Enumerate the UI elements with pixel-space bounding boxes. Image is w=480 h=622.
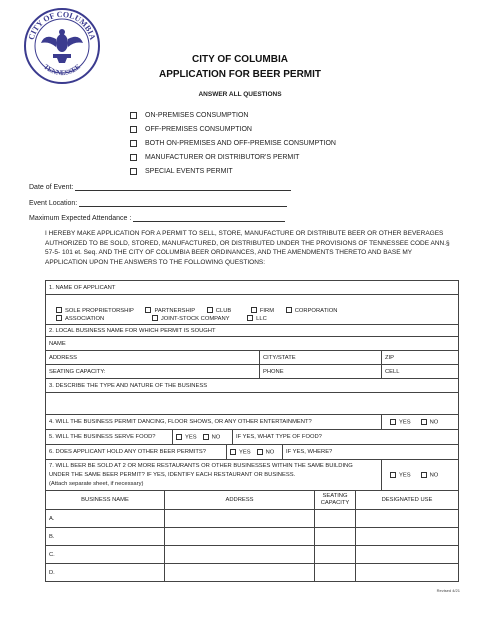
row-address-cell[interactable]	[164, 564, 314, 581]
permit-type-label: BOTH ON-PREMISES AND OFF-PREMISE CONSUMPTION	[145, 140, 336, 147]
event-location-label: Event Location:	[29, 200, 78, 207]
entity-option[interactable]: JOINT-STOCK COMPANY	[152, 316, 230, 322]
q4-label: 4. WILL THE BUSINESS PERMIT DANCING, FLOOR SHOWS, OR ANY OTHER ENTERTAINMENT?	[49, 419, 312, 425]
q7-no-option[interactable]: NO	[421, 472, 439, 479]
checkbox-icon[interactable]	[203, 434, 209, 440]
checkbox-icon[interactable]	[130, 126, 137, 133]
q1-entity-types-row	[46, 306, 458, 324]
q7-table-header	[46, 490, 458, 509]
date-of-event-field	[29, 183, 291, 191]
seal-name-text: CITY OF COLUMBIA	[26, 9, 98, 41]
title-block	[150, 52, 330, 82]
q5-label: 5. WILL THE BUSINESS SERVE FOOD?	[49, 434, 156, 440]
answer-all-notice: ANSWER ALL QUESTIONS	[198, 91, 282, 98]
business-name-field[interactable]: NAME	[49, 340, 66, 347]
row-use-cell[interactable]	[355, 510, 458, 527]
row-letter[interactable]: D.	[49, 569, 55, 576]
zip-field[interactable]: ZIP	[381, 351, 458, 364]
page-title: CITY OF COLUMBIA	[192, 54, 288, 65]
table-row	[46, 563, 458, 581]
checkbox-icon[interactable]	[152, 315, 158, 321]
permit-type-item[interactable]	[130, 151, 336, 165]
phone-field[interactable]: PHONE	[259, 365, 381, 378]
city-state-field[interactable]: CITY/STATE	[259, 351, 381, 364]
q6-where-field[interactable]: IF YES, WHERE?	[282, 445, 458, 459]
q6-options	[226, 445, 282, 459]
max-attendance-input[interactable]	[133, 214, 285, 222]
q4-no-option[interactable]: NO	[421, 419, 439, 426]
checkbox-icon[interactable]	[251, 307, 257, 313]
permit-type-label: MANUFACTURER OR DISTRIBUTOR'S PERMIT	[145, 154, 300, 161]
checkbox-icon[interactable]	[130, 112, 137, 119]
table-row	[46, 545, 458, 563]
q5-no-option[interactable]: NO	[203, 434, 221, 441]
max-attendance-field	[29, 214, 285, 222]
q7-row	[46, 459, 458, 490]
row-address-cell[interactable]	[164, 546, 314, 563]
entity-option[interactable]: ASSOCIATION	[56, 316, 104, 322]
q7-line-3: (Attach separate sheet, if necessary)	[49, 481, 144, 487]
application-questions-table	[45, 280, 459, 582]
checkbox-icon[interactable]	[286, 307, 292, 313]
row-letter[interactable]: A.	[49, 515, 55, 522]
row-seating-cell[interactable]	[314, 546, 355, 563]
q5-row	[46, 429, 458, 444]
cell-field[interactable]: CELL	[381, 365, 458, 378]
row-seating-cell[interactable]	[314, 564, 355, 581]
q2-contact-row	[46, 364, 458, 378]
q4-yes-option[interactable]: YES	[390, 419, 411, 426]
page-subtitle: APPLICATION FOR BEER PERMIT	[158, 69, 322, 80]
entity-option[interactable]: CLUB	[207, 308, 231, 314]
table-row	[46, 509, 458, 527]
event-location-input[interactable]	[79, 199, 287, 207]
permit-type-item[interactable]	[130, 123, 336, 137]
checkbox-icon[interactable]	[145, 307, 151, 313]
q4-options	[381, 415, 458, 429]
date-of-event-input[interactable]	[75, 183, 291, 191]
entity-option[interactable]: SOLE PROPRIETORSHIP	[56, 308, 134, 314]
q2-label-row	[46, 324, 458, 336]
checkbox-icon[interactable]	[247, 315, 253, 321]
q5-food-type-field[interactable]: IF YES, WHAT TYPE OF FOOD?	[232, 430, 458, 444]
table-row	[46, 527, 458, 545]
q6-row	[46, 444, 458, 459]
q6-yes-option[interactable]: YES	[230, 449, 251, 456]
row-use-cell[interactable]	[355, 564, 458, 581]
checkbox-icon[interactable]	[56, 315, 62, 321]
permit-type-label: OFF-PREMISES CONSUMPTION	[145, 126, 252, 133]
checkbox-icon[interactable]	[421, 472, 427, 478]
entity-option[interactable]: CORPORATION	[286, 308, 338, 314]
q7-line-1: 7. WILL BEER BE SOLD AT 2 OR MORE RESTAURANTS OR OTHER BUSINESSES WITHIN THE SAME BUILDING	[49, 463, 353, 469]
q2-name-row	[46, 336, 458, 350]
col-address: ADDRESS	[164, 491, 314, 509]
date-of-event-label: Date of Event:	[29, 184, 74, 191]
permit-type-label: ON-PREMISES CONSUMPTION	[145, 112, 249, 119]
entity-option[interactable]: PARTNERSHIP	[145, 308, 195, 314]
checkbox-icon[interactable]	[130, 154, 137, 161]
q3-label: 3. DESCRIBE THE TYPE AND NATURE OF THE BUSINESS	[49, 382, 208, 389]
seating-capacity-field[interactable]: SEATING CAPACITY:	[49, 368, 106, 375]
q6-no-option[interactable]: NO	[257, 449, 275, 456]
declaration-text: I HEREBY MAKE APPLICATION FOR A PERMIT TO SELL, STORE, MANUFACTURE OR DISTRIBUTE BEER OR OTHER BEVERAGES AUTHORIZED TO BE SOLD, STORED, MANUFACTURED, OR DISTRIBUTED UNDER THE PROVISIONS OF TENNESSEE CODE ANN.§ 57-5- 101 et. Seq. AND THE CITY OF COLUMBIA BEER ORDINANCES, AND THE AMENDMENTS THERETO AND BASE MY APPLICATION UPON THE ANSWERS TO THE FOLLOWING QUESTIONS:	[45, 230, 450, 266]
q3-label-row	[46, 378, 458, 392]
q6-label: 6. DOES APPLICANT HOLD ANY OTHER BEER PERMITS?	[49, 449, 206, 455]
checkbox-icon[interactable]	[130, 140, 137, 147]
q7-text	[46, 460, 381, 490]
event-location-field	[29, 199, 287, 207]
seal-state-text: TENNESSEE	[42, 62, 82, 78]
q4-row	[46, 414, 458, 429]
q1-input-row[interactable]	[46, 294, 458, 306]
entity-option[interactable]: FIRM	[251, 308, 274, 314]
row-address-cell[interactable]	[164, 510, 314, 527]
col-seating-capacity: SEATING CAPACITY	[314, 491, 355, 509]
permit-type-label: SPECIAL EVENTS PERMIT	[145, 168, 233, 175]
row-address-cell[interactable]	[164, 528, 314, 545]
checkbox-icon[interactable]	[56, 307, 62, 313]
col-designated-use: DESIGNATED USE	[355, 491, 458, 509]
entity-types-line-1	[56, 307, 347, 314]
max-attendance-label: Maximum Expected Attendance :	[29, 215, 132, 222]
permit-type-item[interactable]	[130, 165, 336, 179]
checkbox-icon[interactable]	[390, 419, 396, 425]
q7-line-2: UNDER THE SAME BEER PERMIT? IF YES, IDENTIFY EACH RESTAURANT OR BUSINESS.	[49, 472, 296, 478]
q2-label: 2. LOCAL BUSINESS NAME FOR WHICH PERMIT IS SOUGHT	[49, 327, 216, 334]
row-letter[interactable]: B.	[49, 533, 55, 540]
svg-text:TENNESSEE	[42, 62, 82, 77]
q1-label: 1. NAME OF APPLICANT	[49, 284, 116, 291]
q5-options	[172, 430, 232, 444]
q7-options	[381, 460, 458, 490]
checkbox-icon[interactable]	[130, 168, 137, 175]
entity-option[interactable]: LLC	[247, 316, 267, 322]
permit-type-item[interactable]	[130, 137, 336, 151]
row-use-cell[interactable]	[355, 546, 458, 563]
row-seating-cell[interactable]	[314, 510, 355, 527]
q5-yes-option[interactable]: YES	[176, 434, 197, 441]
q2-address-row	[46, 350, 458, 364]
row-use-cell[interactable]	[355, 528, 458, 545]
row-seating-cell[interactable]	[314, 528, 355, 545]
revision-note: Revised 4/21	[436, 588, 460, 593]
entity-types-line-2	[56, 315, 277, 322]
q3-input-row[interactable]	[46, 392, 458, 414]
col-business-name: BUSINESS NAME	[81, 497, 129, 503]
address-field[interactable]: ADDRESS	[49, 354, 78, 361]
city-seal	[23, 7, 101, 85]
permit-type-list	[130, 109, 336, 179]
checkbox-icon[interactable]	[176, 434, 182, 440]
q7-yes-option[interactable]: YES	[390, 472, 411, 479]
checkbox-icon[interactable]	[230, 449, 236, 455]
checkbox-icon[interactable]	[257, 449, 263, 455]
q1-label-row	[46, 281, 458, 294]
checkbox-icon[interactable]	[207, 307, 213, 313]
permit-type-item[interactable]	[130, 109, 336, 123]
checkbox-icon[interactable]	[390, 472, 396, 478]
row-letter[interactable]: C.	[49, 551, 55, 558]
checkbox-icon[interactable]	[421, 419, 427, 425]
